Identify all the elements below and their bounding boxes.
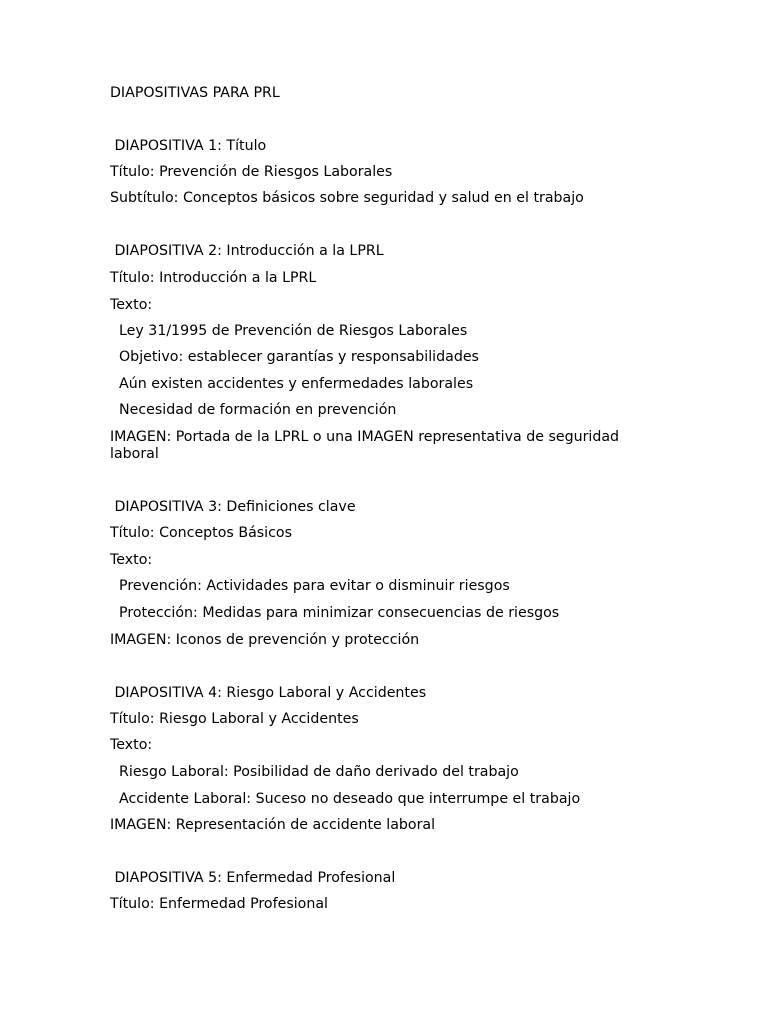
slide-3-bullet: Prevención: Actividades para evitar o disminuir riesgos [110,578,510,594]
slide-1-header: DIAPOSITIVA 1: Título [110,138,267,154]
slide-2-header: DIAPOSITIVA 2: Introducción a la LPRL [110,243,384,259]
slide-2-image-note: IMAGEN: Portada de la LPRL o una IMAGEN representativa de seguridad laboral [110,429,620,462]
slide-2-bullet: Aún existen accidentes y enfermedades laborales [110,376,474,392]
slide-3-header: DIAPOSITIVA 3: Definiciones clave [110,499,356,515]
slide-5-title: Título: Enfermedad Profesional [110,896,328,912]
slide-5-header: DIAPOSITIVA 5: Enfermedad Profesional [110,870,396,886]
slide-2-bullet: Ley 31/1995 de Prevención de Riesgos Laborales [110,323,468,339]
slide-3-text-label: Texto: [110,552,153,568]
slide-3-bullet: Protección: Medidas para minimizar consecuencias de riesgos [110,605,560,621]
slide-2-title: Título: Introducción a la LPRL [110,270,317,286]
slide-4-text-label: Texto: [110,737,153,753]
slide-2-bullet: Necesidad de formación en prevención [110,402,397,418]
slide-4-header: DIAPOSITIVA 4: Riesgo Laboral y Accidentes [110,685,427,701]
slide-3-title: Título: Conceptos Básicos [110,525,292,541]
slide-4-image-note: IMAGEN: Representación de accidente laboral [110,817,436,833]
slide-3-image-note: IMAGEN: Iconos de prevención y protección [110,632,420,648]
slide-4-bullet: Accidente Laboral: Suceso no deseado que interrumpe el trabajo [110,791,581,807]
slide-1-title: Título: Prevención de Riesgos Laborales [110,164,393,180]
slide-4-bullet: Riesgo Laboral: Posibilidad de daño derivado del trabajo [110,764,519,780]
slide-2-text-label: Texto: [110,297,153,313]
slide-2-bullet: Objetivo: establecer garantías y responsabilidades [110,349,479,365]
slide-4-title: Título: Riesgo Laboral y Accidentes [110,711,359,727]
slide-1-subtitle: Subtítulo: Conceptos básicos sobre seguridad y salud en el trabajo [110,190,584,206]
document-heading: DIAPOSITIVAS PARA PRL [110,85,280,101]
